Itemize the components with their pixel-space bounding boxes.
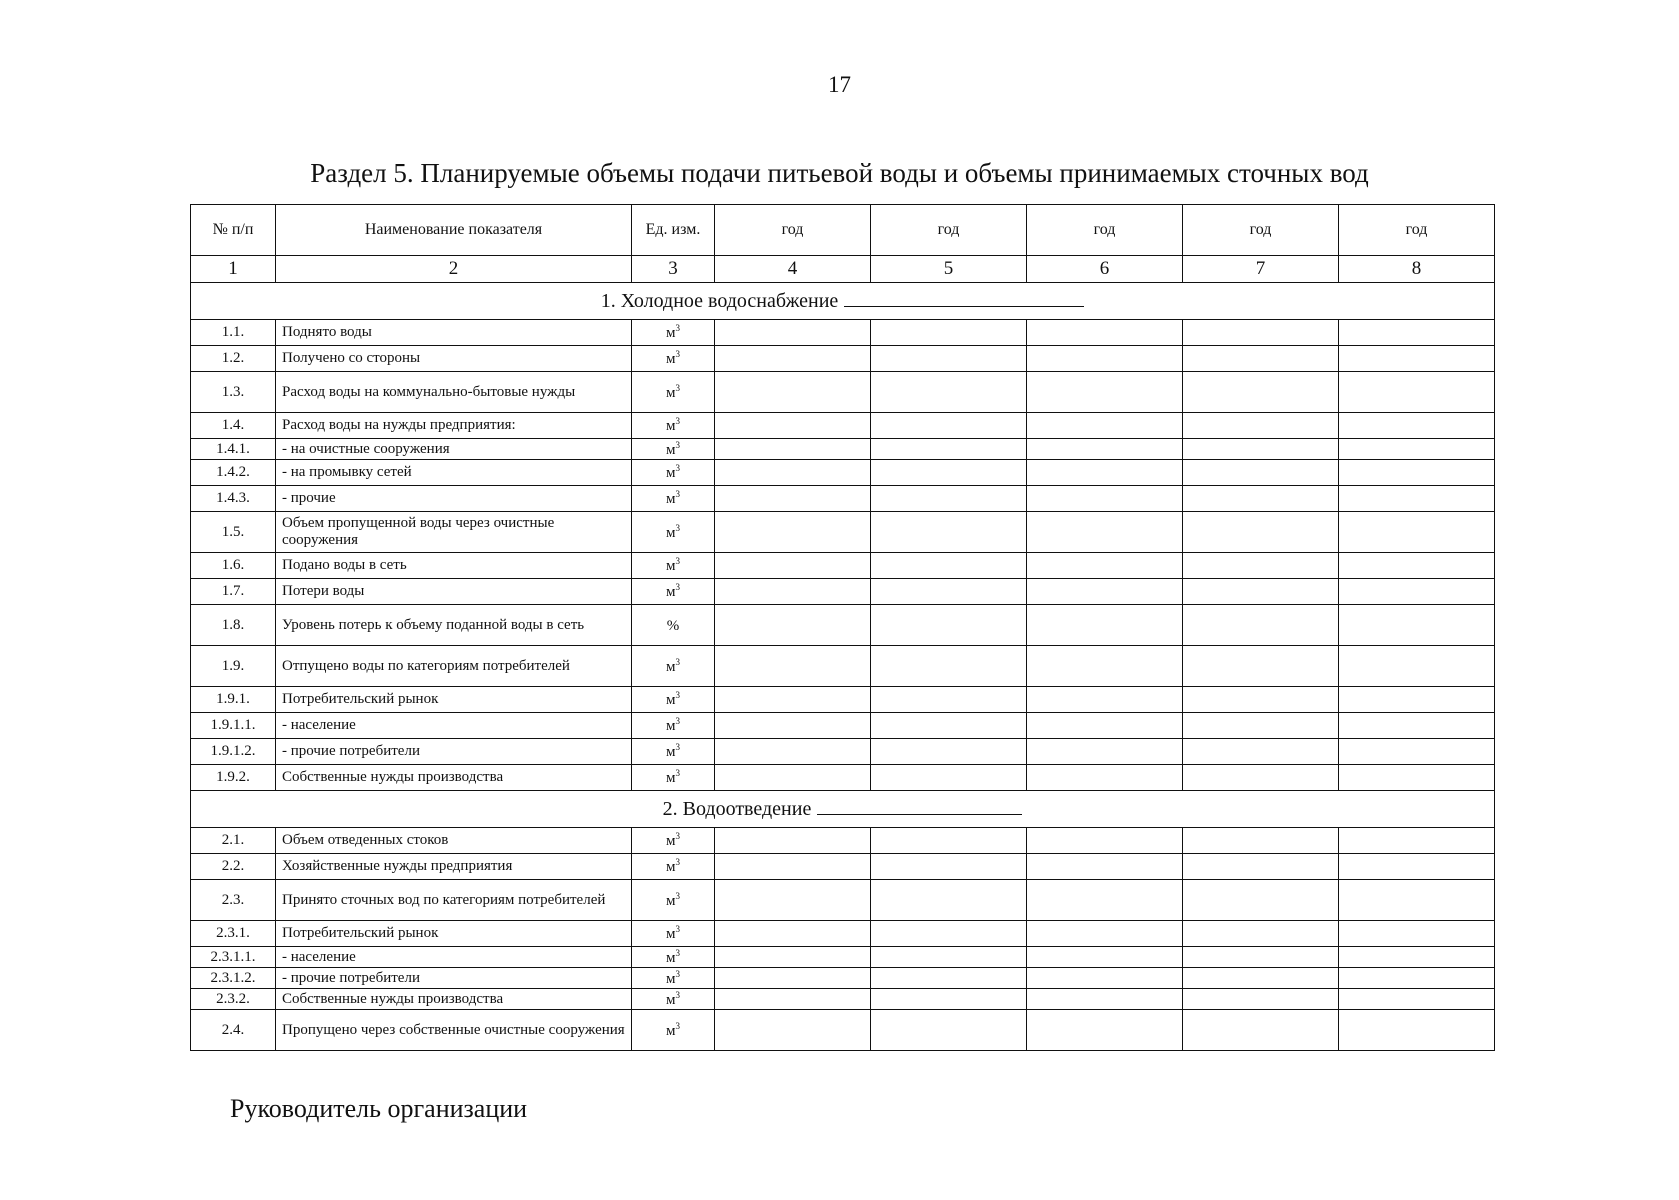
indicator-name: Принято сточных вод по категориям потребителей	[276, 880, 632, 921]
unit-cell	[632, 439, 715, 460]
year-value-cell[interactable]	[715, 553, 871, 579]
year-value-cell[interactable]	[1027, 372, 1183, 413]
indicator-name: - население	[276, 947, 632, 968]
unit-exponent: 3	[675, 742, 680, 753]
table-row	[191, 553, 1495, 579]
year-value-cell[interactable]	[1183, 460, 1339, 486]
table-row	[191, 579, 1495, 605]
year-value-cell[interactable]	[715, 646, 871, 687]
year-value-cell[interactable]	[715, 947, 871, 968]
year-value-cell[interactable]	[715, 486, 871, 512]
year-value-cell[interactable]	[871, 346, 1027, 372]
year-value-cell[interactable]	[1339, 687, 1495, 713]
year-value-cell[interactable]	[871, 320, 1027, 346]
unit-cell	[632, 687, 715, 713]
row-number: 2.1.	[191, 828, 276, 854]
unit-exponent: 3	[675, 831, 680, 842]
year-value-cell[interactable]	[871, 921, 1027, 947]
unit-label: м	[666, 770, 676, 787]
unit-cell	[632, 989, 715, 1010]
year-value-cell[interactable]	[715, 687, 871, 713]
year-value-cell[interactable]	[1027, 687, 1183, 713]
unit-cell	[632, 579, 715, 605]
unit-label: м	[666, 584, 676, 601]
year-value-cell[interactable]	[715, 439, 871, 460]
unit-exponent: 3	[675, 924, 680, 935]
unit-cell	[632, 460, 715, 486]
year-value-cell[interactable]	[871, 512, 1027, 553]
row-number: 1.4.3.	[191, 486, 276, 512]
year-value-cell[interactable]	[1183, 372, 1339, 413]
row-number: 1.9.1.	[191, 687, 276, 713]
table-row	[191, 512, 1495, 553]
unit-exponent: 3	[675, 989, 680, 1000]
year-value-cell[interactable]	[1183, 413, 1339, 439]
year-value-cell[interactable]	[871, 413, 1027, 439]
year-value-cell[interactable]	[715, 320, 871, 346]
unit-exponent: 3	[675, 690, 680, 701]
year-value-cell[interactable]	[1183, 646, 1339, 687]
indicator-name: Потребительский рынок	[276, 687, 632, 713]
year-value-cell[interactable]	[871, 854, 1027, 880]
unit-cell	[632, 320, 715, 346]
table-row	[191, 413, 1495, 439]
unit-label: м	[666, 833, 676, 850]
unit-label: м	[666, 384, 676, 401]
table-row	[191, 346, 1495, 372]
row-number: 1.8.	[191, 605, 276, 646]
unit-label: м	[666, 949, 676, 966]
unit-exponent: 3	[675, 716, 680, 727]
col-number: 6	[1027, 256, 1183, 283]
year-value-cell[interactable]	[1183, 605, 1339, 646]
indicator-name: Объем пропущенной воды через очистные сооружения	[276, 512, 632, 553]
year-value-cell[interactable]	[715, 989, 871, 1010]
column-numbers-row	[191, 256, 1495, 283]
unit-label: м	[666, 859, 676, 876]
year-value-cell[interactable]	[871, 1010, 1027, 1051]
unit-cell	[632, 646, 715, 687]
year-value-cell[interactable]	[1339, 765, 1495, 791]
unit-label: м	[666, 718, 676, 735]
col-number: 7	[1183, 256, 1339, 283]
unit-label: м	[666, 658, 676, 675]
unit-label: м	[666, 892, 676, 909]
section1-title-blank-line	[844, 289, 1084, 307]
year-value-cell[interactable]	[1339, 579, 1495, 605]
header-year-3: год	[1027, 205, 1183, 256]
unit-exponent: 3	[675, 857, 680, 868]
year-value-cell[interactable]	[1339, 460, 1495, 486]
year-value-cell[interactable]	[1027, 486, 1183, 512]
year-value-cell[interactable]	[1027, 605, 1183, 646]
year-value-cell[interactable]	[715, 413, 871, 439]
year-value-cell[interactable]	[1183, 687, 1339, 713]
row-number: 2.2.	[191, 854, 276, 880]
table-row	[191, 687, 1495, 713]
unit-cell	[632, 413, 715, 439]
year-value-cell[interactable]	[1027, 346, 1183, 372]
year-value-cell[interactable]	[1027, 1010, 1183, 1051]
indicator-name: Расход воды на коммунально-бытовые нужды	[276, 372, 632, 413]
indicator-name: - население	[276, 713, 632, 739]
year-value-cell[interactable]	[1027, 413, 1183, 439]
unit-label: м	[666, 1022, 676, 1039]
year-value-cell[interactable]	[715, 372, 871, 413]
year-value-cell[interactable]	[715, 1010, 871, 1051]
row-number: 1.9.1.1.	[191, 713, 276, 739]
indicator-name: - прочие	[276, 486, 632, 512]
row-number: 2.3.1.	[191, 921, 276, 947]
year-value-cell[interactable]	[1339, 947, 1495, 968]
year-value-cell[interactable]	[871, 486, 1027, 512]
table-row	[191, 921, 1495, 947]
table-row	[191, 1010, 1495, 1051]
year-value-cell[interactable]	[1183, 989, 1339, 1010]
year-value-cell[interactable]	[1027, 439, 1183, 460]
unit-label: м	[666, 491, 676, 508]
year-value-cell[interactable]	[715, 346, 871, 372]
page-number: 17	[828, 72, 851, 97]
year-value-cell[interactable]	[1183, 320, 1339, 346]
col-number: 3	[632, 256, 715, 283]
year-value-cell[interactable]	[715, 828, 871, 854]
row-number: 1.5.	[191, 512, 276, 553]
unit-label: м	[666, 926, 676, 943]
unit-label: м	[666, 970, 676, 987]
table-row	[191, 460, 1495, 486]
year-value-cell[interactable]	[1027, 921, 1183, 947]
unit-exponent: 3	[675, 439, 680, 450]
unit-cell	[632, 968, 715, 989]
year-value-cell[interactable]	[1339, 439, 1495, 460]
unit-cell	[632, 346, 715, 372]
unit-cell	[632, 947, 715, 968]
row-number: 1.3.	[191, 372, 276, 413]
year-value-cell[interactable]	[1339, 346, 1495, 372]
unit-cell	[632, 921, 715, 947]
year-value-cell[interactable]	[1339, 739, 1495, 765]
indicator-name: Хозяйственные нужды предприятия	[276, 854, 632, 880]
unit-cell	[632, 486, 715, 512]
year-value-cell[interactable]	[871, 713, 1027, 739]
table-row	[191, 320, 1495, 346]
unit-cell	[632, 854, 715, 880]
indicator-name: Потери воды	[276, 579, 632, 605]
year-value-cell[interactable]	[715, 854, 871, 880]
header-unit: Ед. изм.	[632, 205, 715, 256]
indicator-name: - на промывку сетей	[276, 460, 632, 486]
indicator-name: Отпущено воды по категориям потребителей	[276, 646, 632, 687]
header-row	[191, 205, 1495, 256]
unit-label: м	[666, 991, 676, 1008]
year-value-cell[interactable]	[1027, 713, 1183, 739]
indicator-name: - на очистные сооружения	[276, 439, 632, 460]
unit-exponent: 3	[675, 489, 680, 500]
unit-cell	[632, 880, 715, 921]
year-value-cell[interactable]	[1339, 989, 1495, 1010]
year-value-cell[interactable]	[1183, 439, 1339, 460]
year-value-cell[interactable]	[1339, 921, 1495, 947]
unit-exponent: 3	[675, 947, 680, 958]
year-value-cell[interactable]	[871, 553, 1027, 579]
col-number: 4	[715, 256, 871, 283]
row-number: 2.3.1.1.	[191, 947, 276, 968]
year-value-cell[interactable]	[1183, 828, 1339, 854]
year-value-cell[interactable]	[715, 713, 871, 739]
year-value-cell[interactable]	[871, 880, 1027, 921]
year-value-cell[interactable]	[1183, 579, 1339, 605]
row-number: 1.4.1.	[191, 439, 276, 460]
indicator-name: Потребительский рынок	[276, 921, 632, 947]
year-value-cell[interactable]	[715, 605, 871, 646]
year-value-cell[interactable]	[715, 765, 871, 791]
unit-cell	[632, 713, 715, 739]
col-number: 5	[871, 256, 1027, 283]
unit-cell	[632, 1010, 715, 1051]
unit-exponent: 3	[675, 382, 680, 393]
year-value-cell[interactable]	[1027, 553, 1183, 579]
table-row	[191, 646, 1495, 687]
year-value-cell[interactable]	[1183, 486, 1339, 512]
unit-cell	[632, 512, 715, 553]
year-value-cell[interactable]	[871, 828, 1027, 854]
year-value-cell[interactable]	[1339, 320, 1495, 346]
year-value-cell[interactable]	[871, 372, 1027, 413]
indicator-name: Получено со стороны	[276, 346, 632, 372]
year-value-cell[interactable]	[1339, 713, 1495, 739]
row-number: 1.6.	[191, 553, 276, 579]
section1-title: 1. Холодное водоснабжение	[600, 290, 839, 313]
year-value-cell[interactable]	[1027, 765, 1183, 791]
year-value-cell[interactable]	[1183, 765, 1339, 791]
section2-header-row	[191, 791, 1495, 828]
year-value-cell[interactable]	[1027, 460, 1183, 486]
header-name: Наименование показателя	[276, 205, 632, 256]
year-value-cell[interactable]	[1183, 854, 1339, 880]
year-value-cell[interactable]	[1027, 512, 1183, 553]
unit-label: %	[666, 617, 680, 634]
year-value-cell[interactable]	[1339, 828, 1495, 854]
indicator-name: Собственные нужды производства	[276, 989, 632, 1010]
unit-label: м	[666, 692, 676, 709]
year-value-cell[interactable]	[1183, 880, 1339, 921]
indicator-name: Поднято воды	[276, 320, 632, 346]
footer-signature-label: Руководитель организации	[230, 1094, 528, 1123]
year-value-cell[interactable]	[1339, 372, 1495, 413]
unit-label: м	[666, 325, 676, 342]
table-row	[191, 765, 1495, 791]
indicator-name: Пропущено через собственные очистные сооружения	[276, 1010, 632, 1051]
section2-title-blank-line	[817, 797, 1022, 815]
indicator-name: - прочие потребители	[276, 968, 632, 989]
year-value-cell[interactable]	[1183, 553, 1339, 579]
year-value-cell[interactable]	[1183, 713, 1339, 739]
header-num: № п/п	[191, 205, 276, 256]
row-number: 1.9.1.2.	[191, 739, 276, 765]
row-number: 2.3.2.	[191, 989, 276, 1010]
table-row	[191, 439, 1495, 460]
row-number: 1.2.	[191, 346, 276, 372]
col-number: 1	[191, 256, 276, 283]
year-value-cell[interactable]	[1183, 346, 1339, 372]
unit-label: м	[666, 441, 676, 458]
unit-label: м	[666, 558, 676, 575]
table-row	[191, 605, 1495, 646]
table-row	[191, 989, 1495, 1010]
year-value-cell[interactable]	[1339, 486, 1495, 512]
table-row	[191, 880, 1495, 921]
year-value-cell[interactable]	[1183, 739, 1339, 765]
indicator-name: Объем отведенных стоков	[276, 828, 632, 854]
year-value-cell[interactable]	[871, 947, 1027, 968]
indicator-name: Собственные нужды производства	[276, 765, 632, 791]
year-value-cell[interactable]	[1183, 947, 1339, 968]
year-value-cell[interactable]	[1339, 880, 1495, 921]
unit-exponent: 3	[675, 323, 680, 334]
col-number: 2	[276, 256, 632, 283]
unit-cell	[632, 765, 715, 791]
year-value-cell[interactable]	[1183, 921, 1339, 947]
year-value-cell[interactable]	[1027, 320, 1183, 346]
unit-exponent: 3	[675, 556, 680, 567]
table-row	[191, 854, 1495, 880]
indicator-name: Подано воды в сеть	[276, 553, 632, 579]
row-number: 1.9.2.	[191, 765, 276, 791]
indicator-name: Уровень потерь к объему поданной воды в сеть	[276, 605, 632, 646]
unit-exponent: 3	[675, 582, 680, 593]
year-value-cell[interactable]	[1027, 739, 1183, 765]
year-value-cell[interactable]	[715, 579, 871, 605]
year-value-cell[interactable]	[1339, 646, 1495, 687]
year-value-cell[interactable]	[1027, 947, 1183, 968]
unit-label: м	[666, 351, 676, 368]
table-row	[191, 739, 1495, 765]
year-value-cell[interactable]	[1183, 512, 1339, 553]
year-value-cell[interactable]	[1339, 605, 1495, 646]
unit-cell	[632, 372, 715, 413]
table-row	[191, 372, 1495, 413]
header-year-4: год	[1183, 205, 1339, 256]
unit-cell	[632, 553, 715, 579]
row-number: 1.7.	[191, 579, 276, 605]
unit-cell	[632, 739, 715, 765]
year-value-cell[interactable]	[1339, 512, 1495, 553]
section1-header-row	[191, 283, 1495, 320]
year-value-cell[interactable]	[1183, 1010, 1339, 1051]
unit-label: м	[666, 418, 676, 435]
table-row	[191, 713, 1495, 739]
unit-label: м	[666, 465, 676, 482]
year-value-cell[interactable]	[1339, 968, 1495, 989]
year-value-cell[interactable]	[715, 921, 871, 947]
year-value-cell[interactable]	[871, 579, 1027, 605]
year-value-cell[interactable]	[871, 765, 1027, 791]
year-value-cell[interactable]	[1339, 854, 1495, 880]
year-value-cell[interactable]	[715, 512, 871, 553]
year-value-cell[interactable]	[1339, 553, 1495, 579]
row-number: 1.1.	[191, 320, 276, 346]
year-value-cell[interactable]	[1339, 1010, 1495, 1051]
year-value-cell[interactable]	[1183, 968, 1339, 989]
unit-exponent: 3	[675, 968, 680, 979]
year-value-cell[interactable]	[871, 968, 1027, 989]
unit-exponent: 3	[675, 463, 680, 474]
header-year-1: год	[715, 205, 871, 256]
section2-title: 2. Водоотведение	[662, 798, 812, 821]
table-row	[191, 968, 1495, 989]
row-number: 2.4.	[191, 1010, 276, 1051]
year-value-cell[interactable]	[871, 439, 1027, 460]
row-number: 2.3.1.2.	[191, 968, 276, 989]
year-value-cell[interactable]	[1027, 968, 1183, 989]
section-title: Раздел 5. Планируемые объемы подачи питьевой воды и объемы принимаемых сточных вод	[310, 158, 1369, 188]
year-value-cell[interactable]	[715, 880, 871, 921]
year-value-cell[interactable]	[1027, 828, 1183, 854]
row-number: 2.3.	[191, 880, 276, 921]
row-number: 1.9.	[191, 646, 276, 687]
year-value-cell[interactable]	[715, 968, 871, 989]
year-value-cell[interactable]	[715, 739, 871, 765]
year-value-cell[interactable]	[871, 687, 1027, 713]
year-value-cell[interactable]	[871, 646, 1027, 687]
year-value-cell[interactable]	[1027, 854, 1183, 880]
unit-exponent: 3	[675, 656, 680, 667]
header-year-2: год	[871, 205, 1027, 256]
row-number: 1.4.2.	[191, 460, 276, 486]
year-value-cell[interactable]	[1027, 579, 1183, 605]
indicator-name: - прочие потребители	[276, 739, 632, 765]
col-number: 8	[1339, 256, 1495, 283]
indicator-name: Расход воды на нужды предприятия:	[276, 413, 632, 439]
planned-volumes-table	[190, 204, 1495, 1051]
unit-exponent: 3	[675, 768, 680, 779]
year-value-cell[interactable]	[1339, 413, 1495, 439]
table-row	[191, 486, 1495, 512]
unit-exponent: 3	[675, 890, 680, 901]
row-number: 1.4.	[191, 413, 276, 439]
year-value-cell[interactable]	[871, 739, 1027, 765]
year-value-cell[interactable]	[715, 460, 871, 486]
unit-exponent: 3	[675, 349, 680, 360]
year-value-cell[interactable]	[871, 989, 1027, 1010]
table-row	[191, 947, 1495, 968]
unit-label: м	[666, 524, 676, 541]
table-row	[191, 828, 1495, 854]
year-value-cell[interactable]	[871, 460, 1027, 486]
unit-exponent: 3	[675, 522, 680, 533]
header-year-5: год	[1339, 205, 1495, 256]
unit-label: м	[666, 744, 676, 761]
year-value-cell[interactable]	[1027, 646, 1183, 687]
year-value-cell[interactable]	[871, 605, 1027, 646]
unit-cell	[632, 605, 715, 646]
year-value-cell[interactable]	[1027, 880, 1183, 921]
unit-exponent: 3	[675, 1020, 680, 1031]
year-value-cell[interactable]	[1027, 989, 1183, 1010]
unit-cell	[632, 828, 715, 854]
unit-exponent: 3	[675, 416, 680, 427]
